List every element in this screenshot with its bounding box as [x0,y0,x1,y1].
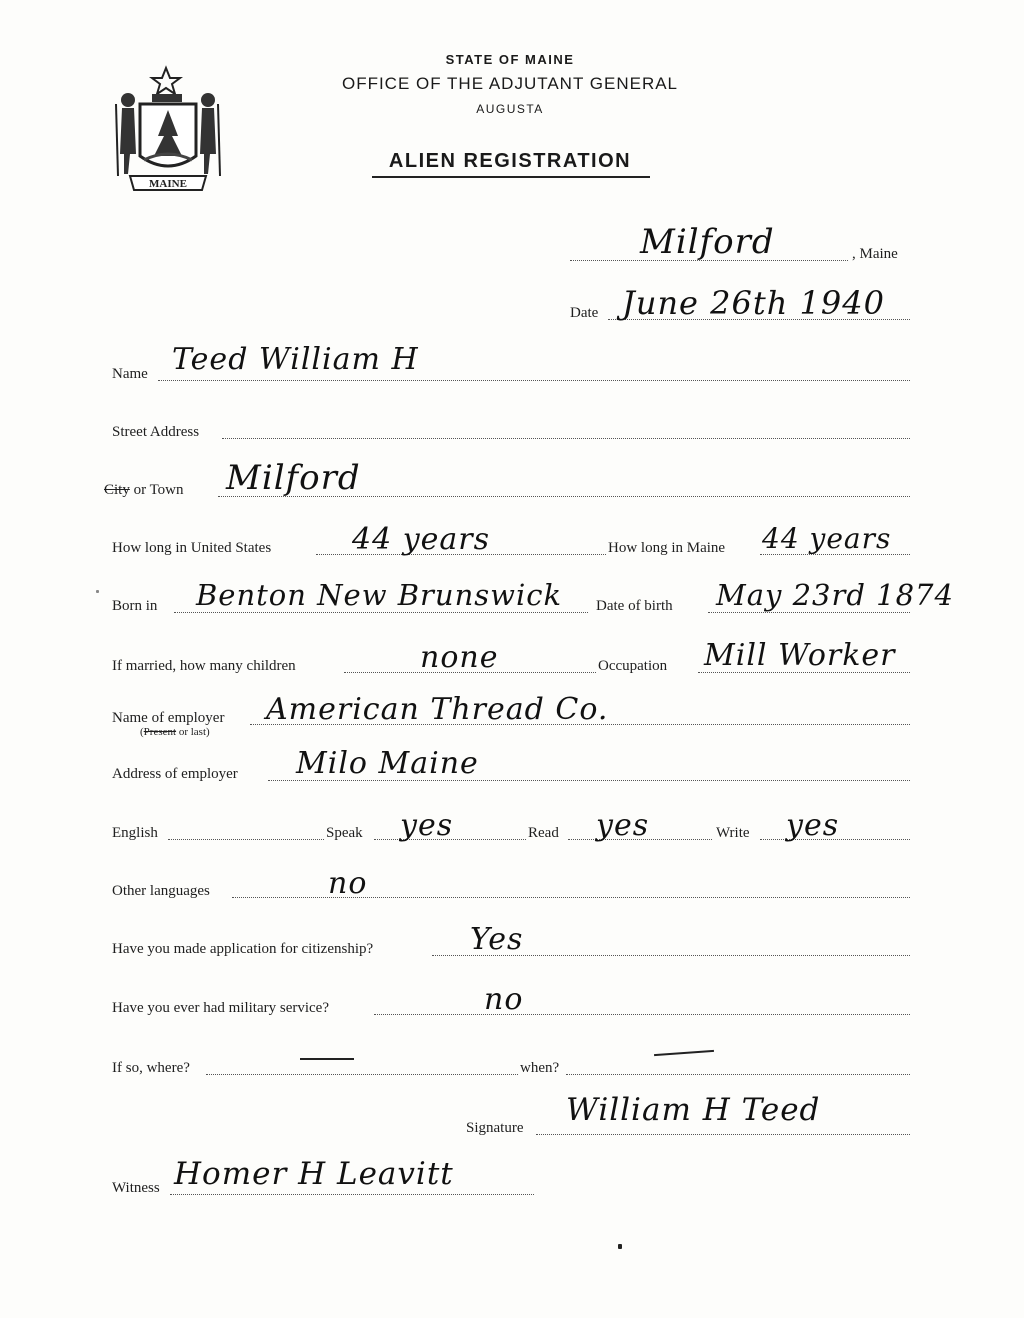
ink-speck [96,590,99,593]
employer-note [140,726,210,738]
name-entry: Teed William H [172,342,419,377]
seal-text: MAINE [149,178,187,190]
citizenship-label: Have you made application for citizenship? [112,941,374,957]
read-entry: yes [596,808,650,843]
date-entry: June 26th 1940 [622,284,885,322]
signature-line [536,1134,910,1135]
where-dash [300,1058,354,1060]
read-label: Read [528,825,559,841]
maine-time-label: How long in Maine [608,540,726,556]
speak-entry: yes [400,808,454,843]
us-time-entry: 44 years [352,522,491,557]
occupation-label: Occupation [598,658,668,674]
born-label: Born in [112,598,158,614]
employer-address-label: Address of employer [112,766,238,782]
military-line [374,1014,910,1015]
maine-label: , Maine [852,246,898,262]
street-line [222,438,910,439]
town-line [570,260,848,261]
city-entry: Milford [226,458,361,498]
name-line [158,380,910,381]
children-entry: none [420,640,499,675]
children-label: If married, how many children [112,658,296,674]
name-label: Name [112,366,148,382]
title-underline [372,176,650,178]
english-line [168,839,324,840]
write-label: Write [716,825,750,841]
occupation-entry: Mill Worker [704,638,896,673]
form-title: ALIEN REGISTRATION [388,150,632,172]
born-line [174,612,588,613]
date-label: Date [570,305,599,321]
when-label: when? [520,1060,560,1076]
dob-entry: May 23rd 1874 [716,578,954,612]
citizenship-entry: Yes [470,922,524,957]
signature-label: Signature [466,1120,524,1136]
dob-line [708,612,910,613]
city-label-struck: City [104,482,130,498]
english-label: English [112,825,158,841]
employer-note-struck: Present [143,726,177,738]
employer-entry: American Thread Co. [266,692,609,727]
dob-label: Date of birth [596,598,673,614]
military-label: Have you ever had military service? [112,1000,329,1016]
signature-entry: William H Teed [566,1092,821,1128]
other-lang-label: Other languages [112,883,210,899]
employer-note-open: ( [140,726,144,738]
ink-speck [618,1244,622,1249]
witness-line [170,1194,534,1195]
header-state: STATE OF MAINE [445,52,575,67]
employer-label: Name of employer [112,710,225,726]
state-seal-icon [112,64,224,194]
where-label: If so, where? [112,1060,190,1076]
when-dash [654,1050,714,1056]
city-town-label [104,482,184,499]
born-entry: Benton New Brunswick [196,578,563,612]
employer-address-entry: Milo Maine [296,746,479,781]
header-office: OFFICE OF THE ADJUTANT GENERAL [341,74,679,93]
when-line [566,1074,910,1075]
town-entry: Milford [640,222,775,262]
header-city: AUGUSTA [476,102,544,116]
employer-note-rest: or last) [176,726,210,738]
speak-label: Speak [326,825,363,841]
us-time-label: How long in United States [112,540,272,556]
maine-time-entry: 44 years [762,522,892,555]
street-label: Street Address [112,424,200,440]
military-entry: no [484,982,524,1017]
or-town-label: or Town [129,482,184,498]
where-line [206,1074,518,1075]
write-entry: yes [786,808,840,843]
other-lang-entry: no [328,866,368,901]
witness-entry: Homer H Leavitt [174,1156,454,1192]
witness-label: Witness [112,1180,160,1196]
